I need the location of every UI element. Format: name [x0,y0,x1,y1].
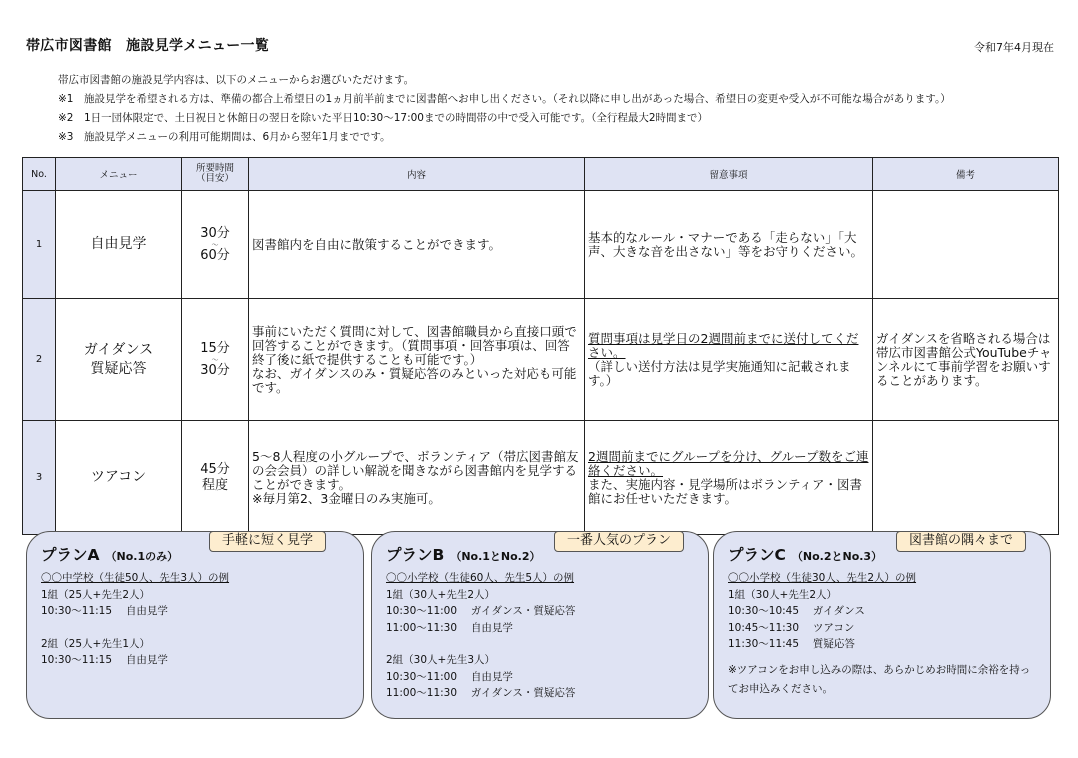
plan-b-schedule-line: 10:30～11:00 ガイダンス・質疑応答 [386,605,576,617]
caution-plain: また、実施内容・見学場所はボランティア・図書館にお任せいただきます。 [588,476,863,506]
caution-underlined: 2週間前までにグループを分け、グループ数をご連絡ください。 [588,448,869,478]
row-no: 3 [23,421,56,535]
plan-a-tag: 手軽に短く見学 [209,531,326,552]
plan-c-subtitle: （No.2とNo.3） [791,550,883,563]
menu-name-line2: 質疑応答 [90,360,147,377]
note-intro: 帯広市図書館の施設見学内容は、以下のメニューからお選びいただけます。 [58,74,415,86]
time-to: 30分 [200,362,230,378]
note-3: ※3 施設見学メニューの利用可能期間は、6月から翌年1月までです。 [58,131,391,143]
row-caution [585,421,873,535]
note-2: ※2 1日一団体限定で、土日祝日と休館日の翌日を除いた平日10:30～17:00までの時間帯の中で受入可能です。（全行程最大2時間まで） [58,112,709,124]
plan-b-schedule-line: 11:00～11:30 ガイダンス・質疑応答 [386,687,576,699]
row-content [249,299,585,421]
header-content: 内容 [249,158,585,191]
time-from: 45分 [200,461,230,477]
table-row [23,421,1059,535]
row-remarks [873,421,1059,535]
row-content [249,421,585,535]
plan-c-schedule-line: 11:30～11:45 質疑応答 [728,638,855,650]
row-content: 図書館内を自由に散策することができます。 [249,191,585,299]
row-no: 2 [23,299,56,421]
note-1: ※1 施設見学を希望される方は、準備の都合上希望日の1ヵ月前半前までに図書館へお申し出ください。（それ以降に申し出があった場合、希望日の変更や受入が不可能な場合があります。） [58,93,951,105]
row-time [182,299,249,421]
plan-c-example: 〇〇小学校（生徒30人、先生2人）の例 [728,572,917,584]
table-header-row [23,158,1059,191]
plan-c-schedule-line: 10:30～10:45 ガイダンス [728,605,865,617]
header-remarks: 備考 [873,158,1059,191]
header-menu: メニュー [56,158,182,191]
content-extra: ※毎月第2、3金曜日のみ実施可。 [252,490,441,506]
time-tilde: ～ [211,355,219,364]
plan-b-subtitle: （No.1とNo.2） [450,550,541,563]
plan-a-group-2: 2組（25人+先生1人） [41,637,151,650]
plan-c-schedule-line: 10:45～11:30 ツアコン [728,621,855,634]
header-no: No. [23,158,56,191]
plan-b-group-2: 2組（30人+先生3人） [386,654,496,666]
time-from: 15分 [200,340,230,356]
content-main: 事前にいただく質問に対して、図書館職員から直接口頭で回答することができます。（質問事項・回答事項は、回答終了後に紙で提供することも可能です。） [252,323,577,367]
header-time-line2: （目安） [195,173,234,184]
time-to: 程度 [201,477,228,493]
table-row [23,191,1059,299]
row-time [182,421,249,535]
table-row [23,299,1059,421]
tour-menu-table [22,157,1059,535]
plan-c-note: ※ツアコンをお申し込みの際は、あらかじめお時間に余裕を持ってお申込みください。 [728,663,1031,695]
plan-b-schedule-line: 11:00～11:30 自由見学 [386,621,513,634]
row-caution [585,299,873,421]
plan-b-name: プランB [386,546,445,564]
caution-plain: （詳しい送付方法は見学実施通知に記載されます。） [588,358,851,388]
page-title: 帯広市図書館 施設見学メニュー一覧 [26,38,270,54]
plan-a-subtitle: （No.1のみ） [105,550,179,563]
row-menu-name: 自由見学 [56,191,182,299]
row-remarks: ガイダンスを省略される場合は帯広市図書館公式YouTubeチャンネルにて事前学習をお願いすることがあります。 [873,299,1059,421]
content-extra: なお、ガイダンスのみ・質疑応答のみといった対応も可能です。 [252,365,577,395]
row-no: 1 [23,191,56,299]
plan-a-card [26,531,364,719]
header-caution: 留意事項 [585,158,873,191]
header-time-line1: 所要時間 [195,163,234,174]
time-from: 30分 [200,225,230,241]
caution-underlined: 質問事項は見学日の2週間前までに送付してください。 [588,330,859,360]
plan-c-card [713,531,1051,719]
plan-b-tag: 一番人気のプラン [554,531,684,552]
row-menu-name: ツアコン [56,421,182,535]
plan-c-group-1: 1組（30人+先生2人） [728,588,838,601]
plan-c-tag: 図書館の隅々まで [896,531,1026,552]
plan-b-group-1: 1組（30人+先生2人） [386,588,496,601]
content-main: 5～8人程度の小グループで、ボランティア（帯広図書館友の会会員）の詳しい解説を聞きながら図書館内を見学することができます。 [252,448,579,492]
row-menu-name [56,299,182,421]
plan-a-schedule-line: 10:30～11:15 自由見学 [41,605,168,617]
plan-a-example: 〇〇中学校（生徒50人、先生3人）の例 [41,572,230,584]
plan-a-name: プランA [41,546,100,564]
plan-a-group-1: 1組（25人+先生2人） [41,588,151,601]
header-time [182,158,249,191]
plan-b-example: 〇〇小学校（生徒60人、先生5人）の例 [386,572,575,584]
row-time [182,191,249,299]
time-to: 60分 [200,247,230,263]
plan-b-schedule-line: 10:30～11:00 自由見学 [386,670,513,683]
plan-a-schedule-line: 10:30～11:15 自由見学 [41,654,168,666]
row-remarks [873,191,1059,299]
menu-name-line1: ガイダンス [83,341,154,358]
intro-notes [58,71,951,147]
row-caution: 基本的なルール・マナーである「走らない」「大声、大きな音を出さない」等をお守りください。 [585,191,873,299]
as-of-date: 令和7年4月現在 [974,41,1054,54]
time-tilde: ～ [211,240,219,249]
plan-c-name: プランC [728,546,786,564]
plan-b-card [371,531,709,719]
